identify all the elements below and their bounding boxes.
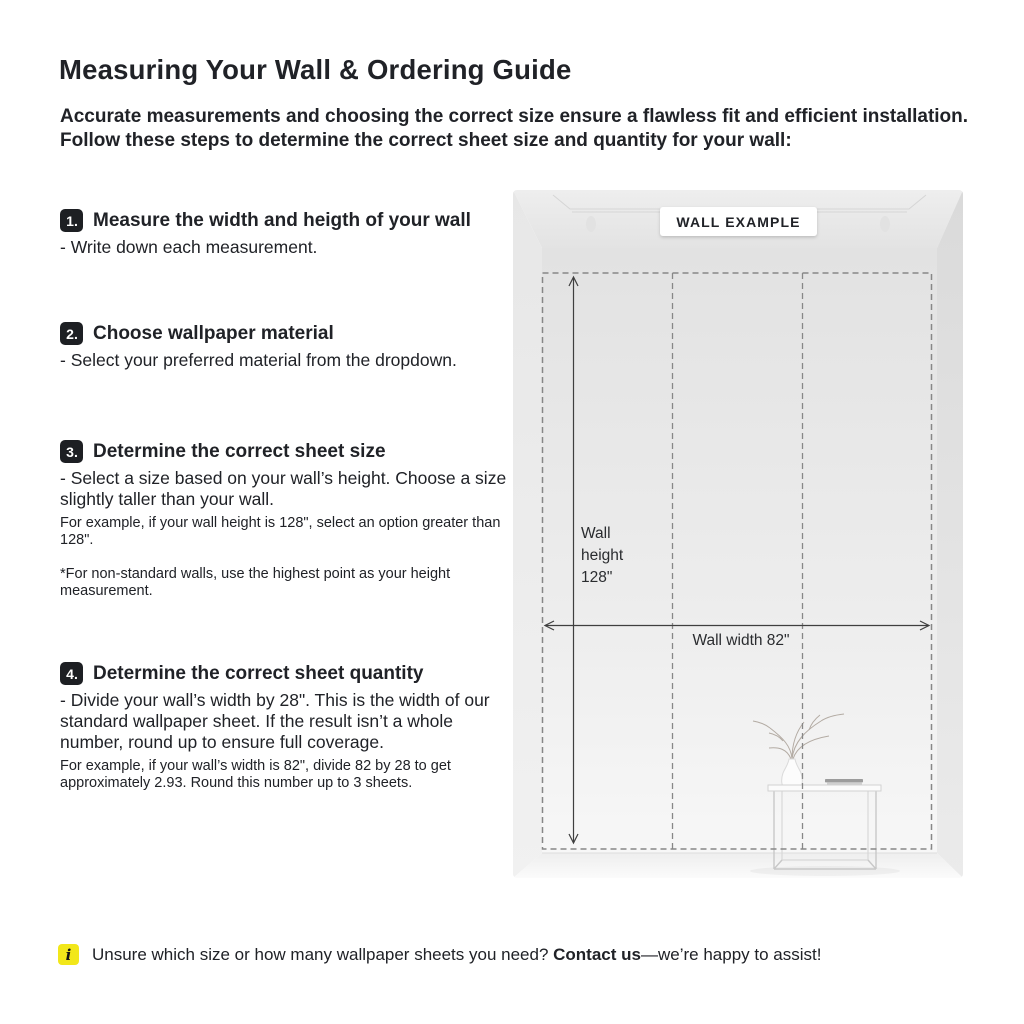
step-4-title: Determine the correct sheet quantity xyxy=(93,662,424,684)
step-2-body: - Select your preferred material from the dropdown. xyxy=(60,350,457,370)
footer-text-before: Unsure which size or how many wallpaper sheets you need? xyxy=(92,945,554,964)
footer-text xyxy=(92,944,821,965)
step-2-number-badge: 2. xyxy=(60,322,83,345)
intro-line-1: Accurate measurements and choosing the correct size ensure a flawless fit and efficient installation. xyxy=(60,106,969,127)
table-shadow xyxy=(750,866,900,876)
step-2 xyxy=(60,322,508,371)
left-wall xyxy=(513,190,542,878)
footer-text-after: —we’re happy to assist! xyxy=(640,945,822,964)
step-2-heading xyxy=(60,322,508,345)
footer-note xyxy=(58,944,821,965)
step-3 xyxy=(60,440,508,600)
step-3-heading xyxy=(60,440,508,463)
step-1-title: Measure the width and heigth of your wall xyxy=(93,209,471,231)
intro-paragraph xyxy=(60,105,968,153)
wall-example-badge-label: WALL EXAMPLE xyxy=(676,214,801,230)
step-3-title: Determine the correct sheet size xyxy=(93,440,386,462)
floor xyxy=(513,853,963,878)
page-title: Measuring Your Wall & Ordering Guide xyxy=(59,54,572,85)
step-4-body: - Divide your wall’s width by 28". This is the width of our standard wallpaper sheet. If the result isn’t a whole number, round up to ensure full coverage. xyxy=(60,690,490,752)
step-1 xyxy=(60,209,508,258)
step-4 xyxy=(60,662,508,792)
right-wall xyxy=(937,190,963,878)
step-4-example: For example, if your wall’s width is 82", divide 82 by 28 to get approximately 2.93. Round this number up to 3 sheets. xyxy=(60,758,451,791)
svg-text:128": 128" xyxy=(581,569,613,586)
contact-us-link[interactable]: Contact us xyxy=(553,945,641,964)
step-3-body: - Select a size based on your wall’s height. Choose a size slightly taller than your wall. xyxy=(60,468,507,509)
books xyxy=(825,779,863,785)
step-1-heading xyxy=(60,209,508,232)
step-3-example: For example, if your wall height is 128", select an option greater than 128". xyxy=(60,515,501,548)
intro-line-2: Follow these steps to determine the correct sheet size and quantity for your wall: xyxy=(60,130,792,151)
info-icon: i xyxy=(58,944,79,965)
wall-width-label: Wall width 82" xyxy=(692,632,790,649)
step-1-body: - Write down each measurement. xyxy=(60,237,318,257)
step-4-heading xyxy=(60,662,508,685)
step-2-title: Choose wallpaper material xyxy=(93,322,334,344)
step-3-number-badge: 3. xyxy=(60,440,83,463)
step-4-number-badge: 4. xyxy=(60,662,83,685)
wall-example-badge xyxy=(660,207,817,236)
svg-text:Wall: Wall xyxy=(581,525,611,542)
step-1-number-badge: 1. xyxy=(60,209,83,232)
wall-example-illustration xyxy=(513,190,963,878)
step-3-note: *For non-standard walls, use the highest point as your height measurement. xyxy=(60,566,451,599)
svg-text:height: height xyxy=(581,547,624,564)
